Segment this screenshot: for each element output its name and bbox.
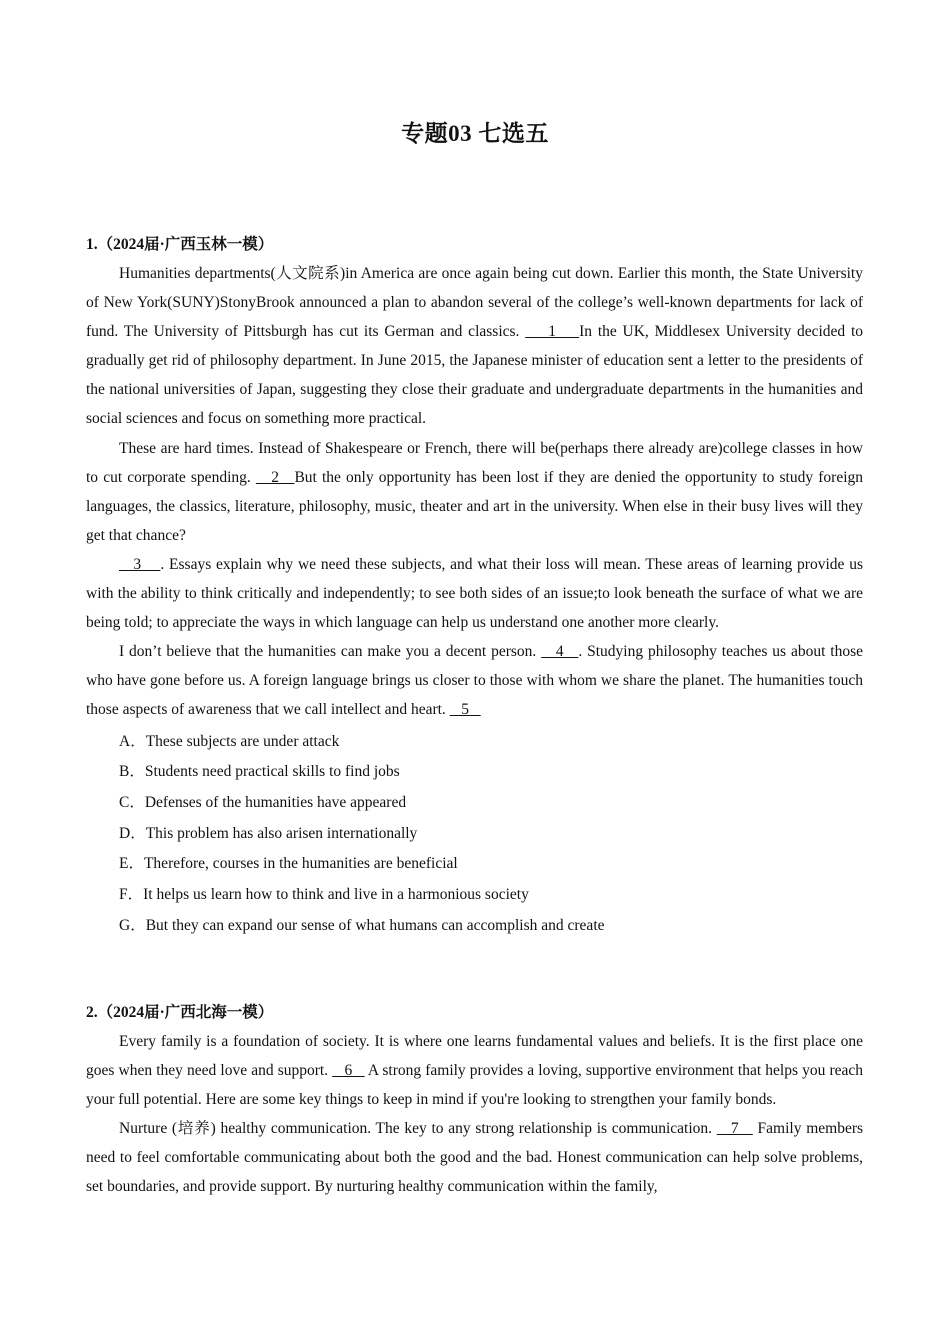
passage-text: Every family is a foundation of society. It is where one learns fundamental values and beliefs. It is the first place one goes when they need love and support. [86, 1033, 863, 1080]
answer-blank: 7 [716, 1120, 753, 1138]
option-b: B．Students need practical skills to find jobs [119, 763, 400, 781]
option-a: A．These subjects are under attack [119, 732, 340, 750]
answer-blank: 3 [119, 555, 161, 573]
passage-text: Family members need to feel comfortable communicating about both the good and the bad. Honest communication can help solve problems, set boundaries, and provide support. By nurturing healthy communication within the family, [86, 1120, 864, 1196]
passage-paragraph [86, 1114, 863, 1201]
passage-text: . Essays explain why we need these subjects, and what their loss will mean. These areas of learning provide us with the ability to think critically and independently; to see both sides of an issue;to look beneath the surface of what we are being told; to appreciate the ways in which language can help us understand one another more clearly. [86, 555, 863, 632]
answer-blank: 2 [255, 468, 295, 486]
passage-text: A strong family provides a loving, supportive environment that helps you reach your full potential. Here are some key things to keep in mind if you're looking to strengthen your family bonds. [86, 1062, 864, 1109]
question-heading: 2.（2024届·广西北海一模） [86, 1004, 274, 1021]
option-d: D．This problem has also arisen internationally [119, 824, 418, 842]
option-c: C．Defenses of the humanities have appeared [119, 793, 407, 811]
answer-blank: 1 [525, 323, 580, 341]
answer-blank: 6 [332, 1062, 365, 1080]
passage-text: Nurture (培养) healthy communication. The key to any strong relationship is communication. [119, 1120, 717, 1138]
passage-paragraph [86, 550, 863, 637]
passage-text: . Studying philosophy teaches us about those who have gone before us. A foreign language brings us closer to those with whom we share the planet. The humanities touch those aspects of awareness that we call intellect and heart. [86, 643, 863, 719]
option-e: E．Therefore, courses in the humanities are beneficial [119, 855, 458, 873]
passage [86, 259, 863, 725]
passage-paragraph [86, 259, 863, 434]
passage-paragraph [86, 637, 863, 724]
passage [86, 1027, 863, 1202]
options-list [86, 727, 863, 942]
passage-text: Humanities departments(人文院系)in America are once again being cut down. Earlier this month, the State University of New York(SUNY)StonyBrook announced a plan to abandon several of the college’s well-known departments for lack of fund. The University of Pittsburgh has cut its German and classics. [86, 265, 863, 341]
passage-paragraph [86, 1027, 863, 1114]
passage-text: These are hard times. Instead of Shakespeare or French, there will be(perhaps there already are)college classes in how to cut corporate spending. [86, 439, 863, 486]
document-title: 专题03 七选五 [401, 121, 549, 146]
answer-blank: 5 [449, 701, 481, 719]
option-f: F．It helps us learn how to think and live in a harmonious society [119, 886, 529, 904]
answer-blank: 4 [541, 643, 579, 661]
passage-text: But the only opportunity has been lost if they are denied the opportunity to study foreign languages, the classics, literature, philosophy, music, theater and art in the university. When else in their busy lives will they get that chance? [86, 468, 864, 544]
option-g: G．But they can expand our sense of what humans can accomplish and create [119, 916, 605, 934]
question-1 [86, 230, 863, 941]
passage-paragraph [86, 434, 863, 550]
passage-text: In the UK, Middlesex University decided to gradually get rid of philosophy department. In June 2015, the Japanese minister of education sent a letter to the presidents of the national universities of Japan, suggesting they close their graduate and undergraduate departments in the humanities and social sciences and focus on something more practical. [86, 323, 864, 428]
passage-text: I don’t believe that the humanities can make you a decent person. [119, 643, 542, 661]
question-heading: 1.（2024届·广西玉林一模） [86, 236, 274, 253]
question-2 [86, 998, 863, 1202]
